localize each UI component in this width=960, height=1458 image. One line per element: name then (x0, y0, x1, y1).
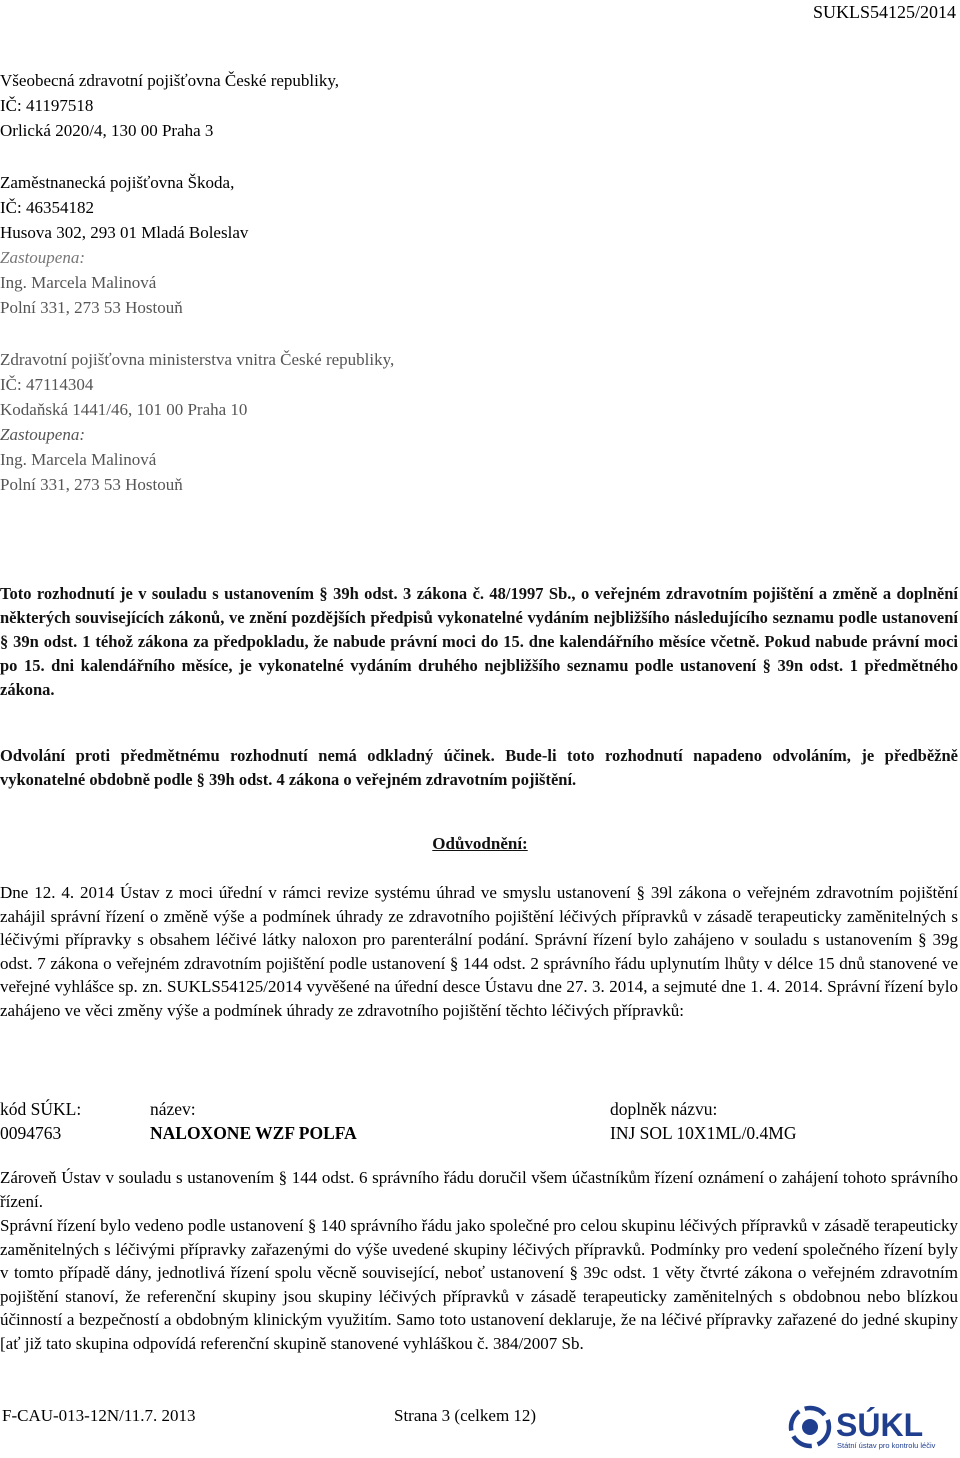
sukl-logo (788, 1402, 956, 1452)
logo-text: SÚKL (836, 1407, 924, 1443)
document-reference: SUKLS54125/2014 (812, 2, 956, 22)
decision-text: Toto rozhodnutí je v souladu s ustanovením § 39h odst. 3 zákona č. 48/1997 Sb., o veřejném zdravotním pojištění a změně a doplnění některých souvisejících zákonů, ve znění pozdějších předpisů vykonatelné vydáním nejbližšího následujícího seznamu podle ustanovení § 39n odst. 1 téhož zákona za předpokladu, že nabude právní moci do 15. dne kalendářního měsíce včetně. Pokud nabude právní moci po 15. dni kalendářního měsíce, je vykonatelné vydáním druhého nejbližšího seznamu podle ustanovení § 39n odst. 1 předmětného zákona. (0, 584, 958, 699)
representative-address: Polní 331, 273 53 Hostouň (0, 298, 183, 317)
table-cell-name: NALOXONE WZF POLFA (150, 1123, 357, 1143)
party-vzp (0, 68, 940, 143)
justification-heading (0, 834, 960, 854)
appeal-paragraph (0, 744, 958, 792)
party-name: Všeobecná zdravotní pojišťovna České republiky, (0, 71, 339, 90)
party-address: Orlická 2020/4, 130 00 Praha 3 (0, 121, 214, 140)
party-ico: IČ: 41197518 (0, 96, 94, 115)
table-header-code: kód SÚKL: (0, 1099, 82, 1119)
logo-subtitle: Státní ústav pro kontrolu léčiv (837, 1441, 936, 1450)
body-text-1: Dne 12. 4. 2014 Ústav z moci úřední v rámci revize systému úhrad ve smyslu ustanovení § 39l zákona o veřejném zdravotním pojištění zahájil správní řízení o změně výše a podmínek úhrady ze zdravotního pojištění léčivých přípravků v zásadě terapeuticky zaměnitelných s léčivými přípravky s obsahem léčivé látky naloxon pro parenterální podání. Správní řízení bylo zahájeno v souladu s ustanovením § 39g odst. 7 zákona o veřejném zdravotním pojištění podle ustanovení § 144 odst. 2 správního řádu uplynutím lhůty v délce 15 dnů stanovené ve veřejné vyhlášce sp. zn. SUKLS54125/2014 vyvěšené na úřední desce Ústavu dne 27. 3. 2014, a sejmuté dne 1. 4. 2014. Správní řízení bylo zahájeno ve věci změny výše a podmínek úhrady ze zdravotního pojištění těchto léčivých přípravků: (0, 883, 958, 1020)
form-code: F-CAU-013-12N/11.7. 2013 (2, 1406, 196, 1425)
representative-name: Ing. Marcela Malinová (0, 273, 157, 292)
appeal-text: Odvolání proti předmětnému rozhodnutí nemá odkladný účinek. Bude-li toto rozhodnutí napadeno odvoláním, je předběžně vykonatelné obdobně podle § 39h odst. 4 zákona o veřejném zdravotním pojištění. (0, 746, 958, 789)
party-name: Zdravotní pojišťovna ministerstva vnitra České republiky, (0, 350, 395, 369)
table-header-name: název: (150, 1099, 196, 1119)
decision-paragraph (0, 582, 958, 702)
sukl-emblem-icon (791, 1408, 829, 1446)
table-cell-code: 0094763 (0, 1123, 62, 1143)
table-header-supplement: doplněk názvu: (610, 1099, 718, 1119)
representative-name: Ing. Marcela Malinová (0, 450, 157, 469)
body-text-2: Zároveň Ústav v souladu s ustanovením § 144 odst. 6 správního řádu doručil všem účastníkům řízení oznámení o zahájení tohoto správního řízení. (0, 1168, 958, 1211)
party-address: Kodaňská 1441/46, 101 00 Praha 10 (0, 400, 248, 419)
party-ico: IČ: 46354182 (0, 198, 94, 217)
justification-heading-text: Odůvodnění: (432, 834, 528, 853)
representative-address: Polní 331, 273 53 Hostouň (0, 475, 183, 494)
party-ico: IČ: 47114304 (0, 375, 94, 394)
body-text-3: Správní řízení bylo vedeno podle ustanovení § 140 správního řádu jako společné pro celou skupinu léčivých přípravků v zásadě terapeuticky zaměnitelných s léčivými přípravky zařazenými do výše uvedené skupiny léčivých přípravků. Podmínky pro vedení společného řízení byly v tomto případě dány, jednotlivá řízení spolu věcně související, neboť ustanovení § 39c odst. 1 věty čtvrté zákona o veřejném zdravotním pojištění stanoví, že referenční skupiny jsou skupiny léčivých přípravků v zásadě terapeuticky zaměnitelných s obdobnou nebo blízkou účinností a bezpečností a obdobným klinickým využitím. Samo toto ustanovení deklaruje, že na léčivé přípravky zařazené do jedné skupiny [ať již tato skupina odpovídá referenční skupině stanovené vyhláškou č. 384/2007 Sb. (0, 1216, 958, 1353)
page-number: Strana 3 (celkem 12) (394, 1406, 537, 1425)
party-zp-skoda (0, 170, 940, 320)
party-address: Husova 302, 293 01 Mladá Boleslav (0, 223, 249, 242)
party-name: Zaměstnanecká pojišťovna Škoda, (0, 173, 235, 192)
body-paragraph-2 (0, 1166, 958, 1213)
body-paragraph-1 (0, 881, 958, 1023)
body-paragraph-3 (0, 1214, 958, 1356)
party-zpmv (0, 347, 940, 497)
represented-label: Zastoupena: (0, 248, 85, 267)
represented-label: Zastoupena: (0, 425, 85, 444)
table-cell-supplement: INJ SOL 10X1ML/0.4MG (610, 1123, 797, 1143)
